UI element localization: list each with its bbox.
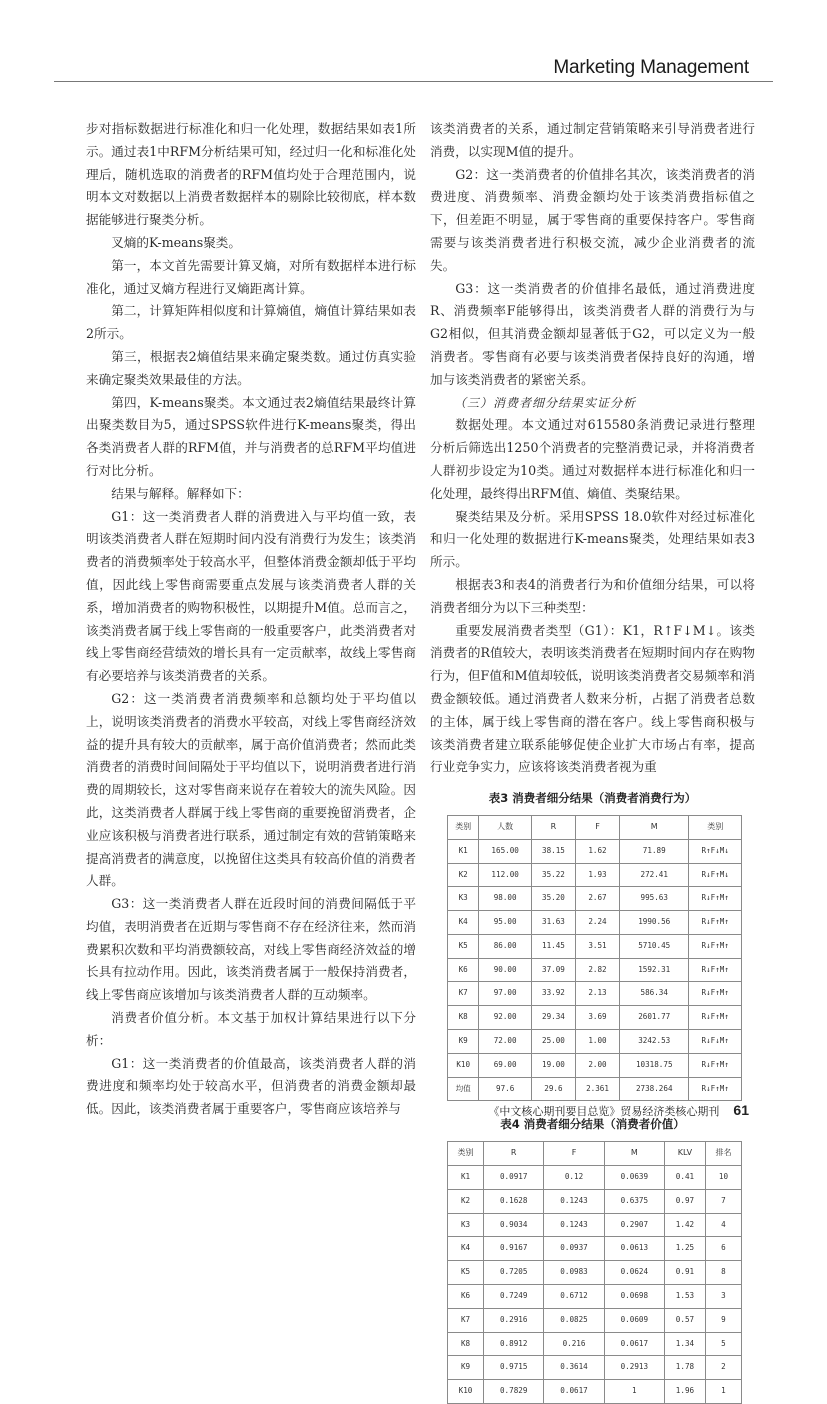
column-header: 类别 — [448, 1142, 484, 1166]
table-cell: 0.0609 — [604, 1308, 664, 1332]
table3 — [447, 815, 742, 1102]
table-cell: 0.7829 — [484, 1380, 544, 1404]
table-cell: 35.22 — [531, 863, 575, 887]
section-subheading: （三）消费者细分结果实证分析 — [454, 395, 637, 410]
table-row — [448, 1077, 742, 1101]
table-row — [448, 1053, 742, 1077]
table-cell: 3.69 — [575, 1006, 619, 1030]
table-cell: K2 — [448, 863, 479, 887]
table-cell: 0.12 — [544, 1166, 604, 1190]
table-cell: K9 — [448, 1356, 484, 1380]
table-cell: 1.62 — [575, 839, 619, 863]
table-cell: R↓F↑M↑ — [689, 982, 742, 1006]
table4-header-row — [448, 1142, 742, 1166]
table-cell: 均值 — [448, 1077, 479, 1101]
table3-caption: 表3 消费者细分结果（消费者消费行为） — [488, 791, 697, 806]
table-cell: 272.41 — [620, 863, 689, 887]
table-cell: R↓F↑M↑ — [689, 911, 742, 935]
paragraph: 根据表3和表4的消费者行为和价值细分结果，可以将消费者细分为以下三种类型： — [430, 576, 755, 615]
table-cell: K9 — [448, 1030, 479, 1054]
column-header: R — [531, 815, 575, 839]
table-cell: 3.51 — [575, 934, 619, 958]
table-cell: 0.0983 — [544, 1261, 604, 1285]
table-cell: 1 — [705, 1380, 741, 1404]
table-row — [448, 1308, 742, 1332]
table-cell: 98.00 — [479, 887, 532, 911]
paragraph: 叉熵的K-means聚类。 — [111, 234, 241, 250]
table-cell: K6 — [448, 958, 479, 982]
table-cell: 29.6 — [531, 1077, 575, 1101]
table-cell: 1.53 — [664, 1285, 705, 1309]
table-row — [448, 1356, 742, 1380]
table-cell: 0.0825 — [544, 1308, 604, 1332]
table-cell: 11.45 — [531, 934, 575, 958]
table-row — [448, 1237, 742, 1261]
paragraph: G3：这一类消费者的价值排名最低，通过消费进度R、消费频率F能够得出，该类消费者人群的消费行为与G2相似，但其消费金额却显著低于G2，可以定义为一般消费者。零售商有必要与该类消费者保持良好的沟通，增加与该类消费者的紧密关系。 — [430, 280, 755, 387]
paragraph: 消费者价值分析。本文基于加权计算结果进行以下分析： — [86, 1010, 416, 1048]
column-header: M — [604, 1142, 664, 1166]
table-cell: K6 — [448, 1285, 484, 1309]
table-cell: K3 — [448, 1213, 484, 1237]
column-header: R — [484, 1142, 544, 1166]
column-header: 排名 — [705, 1142, 741, 1166]
table-cell: 90.00 — [479, 958, 532, 982]
table-cell: K2 — [448, 1189, 484, 1213]
table-cell: 2.67 — [575, 887, 619, 911]
paragraph: 第三，根据表2熵值结果来确定聚类数。通过仿真实验来确定聚类效果最佳的方法。 — [86, 348, 416, 387]
table-cell: 5710.45 — [620, 934, 689, 958]
table-cell: 25.00 — [531, 1030, 575, 1054]
table-cell: 2.361 — [575, 1077, 619, 1101]
table-cell: 1592.31 — [620, 958, 689, 982]
table-cell: 0.2916 — [484, 1308, 544, 1332]
paragraph: 第四，K-means聚类。本文通过表2熵值结果最终计算出聚类数目为5，通过SPSS软件进行K-means聚类，得出各类消费者人群的RFM值，并与消费者的总RFM平均值进行对比分析。 — [86, 394, 416, 478]
paragraph: G1：这一类消费者人群的消费进入与平均值一致，表明该类消费者人群在短期时间内没有消费行为发生；该类消费者的消费频率处于较高水平，但整体消费金额却低于平均值，因此线上零售商需要重点发展与该类消费者人群的关系，增加消费者的购物积极性，以期提升M值。总而言之，该类消费者属于线上零售商的一般重要客户，此类消费者对线上零售商经营绩效的增长具有一定贡献率，故线上零售商有必要培养与该类消费者的关系。 — [86, 508, 416, 684]
table-cell: 0.3614 — [544, 1356, 604, 1380]
paragraph: G3：这一类消费者人群在近段时间的消费间隔低于平均值，表明消费者在近期与零售商不存在经济往来，然而消费累积次数和平均消费额较高，对线上零售商经济效益的增长具有拉动作用。因此，该类消费者属于一般保持消费者，线上零售商应该增加与该类消费者人群的互动频率。 — [86, 896, 416, 1003]
table-cell: 165.00 — [479, 839, 532, 863]
table-cell: 1.25 — [664, 1237, 705, 1261]
table-cell: 0.0617 — [544, 1380, 604, 1404]
table-cell: 0.57 — [664, 1308, 705, 1332]
table-cell: 10 — [705, 1166, 741, 1190]
page-footer — [488, 1102, 749, 1119]
table-cell: 3242.53 — [620, 1030, 689, 1054]
table-cell: K7 — [448, 982, 479, 1006]
table-cell: 72.00 — [479, 1030, 532, 1054]
table-cell: K7 — [448, 1308, 484, 1332]
paragraph: 步对指标数据进行标准化和归一化处理，数据结果如表1所示。通过表1中RFM分析结果可知，经过归一化和标准化处理后，随机选取的消费者的RFM值均处于合理范围内，说明本文对数据以上消费者数据样本的剔除比较彻底，样本数据能够进行聚类分析。 — [86, 121, 416, 228]
footer-journal: 《中文核心期刊要目总览》贸易经济类核心期刊 — [488, 1105, 720, 1118]
paragraph: G2：这一类消费者消费频率和总额均处于平均值以上，说明该类消费者的消费水平较高，对线上零售商经济效益的提升具有较大的贡献率，属于高价值消费者；然而此类消费者的消费时间间隔处于平均值以下，说明消费者进行消费的周期较长，这对零售商来说存在着较大的流失风险。因此，这类消费者人群属于线上零售商的重要挽留消费者，企业应该积极与消费者进行联系，通过制定有效的营销策略来提高消费者的满意度，以挽留住这类具有较高价值的消费者人群。 — [86, 690, 416, 889]
table-cell: R↓F↑M↑ — [689, 934, 742, 958]
table-cell: 6 — [705, 1237, 741, 1261]
table-cell: 0.2913 — [604, 1356, 664, 1380]
header-rule — [54, 81, 773, 82]
table-cell: 0.0937 — [544, 1237, 604, 1261]
table-cell: 69.00 — [479, 1053, 532, 1077]
table-cell: 71.89 — [620, 839, 689, 863]
table-cell: R↓F↓M↑ — [689, 1030, 742, 1054]
table-row — [448, 1006, 742, 1030]
right-column — [430, 118, 755, 1404]
table-cell: 1.96 — [664, 1380, 705, 1404]
table-cell: 1.42 — [664, 1213, 705, 1237]
table-cell: 31.63 — [531, 911, 575, 935]
table-cell: K8 — [448, 1332, 484, 1356]
table-cell: 95.00 — [479, 911, 532, 935]
table-cell: K4 — [448, 911, 479, 935]
table-cell: K5 — [448, 1261, 484, 1285]
table-cell: K10 — [448, 1053, 479, 1077]
table-cell: 5 — [705, 1332, 741, 1356]
table-cell: 0.216 — [544, 1332, 604, 1356]
table-cell: 0.7249 — [484, 1285, 544, 1309]
table-cell: 0.9715 — [484, 1356, 544, 1380]
table-cell: 2.13 — [575, 982, 619, 1006]
table-row — [448, 1261, 742, 1285]
paragraph: 第二，计算矩阵相似度和计算熵值，熵值计算结果如表2所示。 — [86, 303, 416, 342]
table-cell: 0.2907 — [604, 1213, 664, 1237]
table-row — [448, 887, 742, 911]
table-cell: R↓F↑M↑ — [689, 887, 742, 911]
table-row — [448, 911, 742, 935]
table-cell: 37.09 — [531, 958, 575, 982]
column-header: F — [575, 815, 619, 839]
table-cell: 0.1243 — [544, 1189, 604, 1213]
paragraph: G1：这一类消费者的价值最高，该类消费者人群的消费进度和频率均处于较高水平，但消费者的消费金额却最低。因此，该类消费者属于重要客户，零售商应该培养与 — [86, 1055, 416, 1117]
table-cell: 2601.77 — [620, 1006, 689, 1030]
table-row — [448, 1166, 742, 1190]
table-cell: 2738.264 — [620, 1077, 689, 1101]
table-cell: 0.0617 — [604, 1332, 664, 1356]
table-cell: 0.0917 — [484, 1166, 544, 1190]
table-cell: 1990.56 — [620, 911, 689, 935]
table4-caption: 表4 消费者细分结果（消费者价值） — [500, 1117, 685, 1132]
table-cell: 0.41 — [664, 1166, 705, 1190]
page-number: 61 — [733, 1102, 749, 1118]
table-row — [448, 958, 742, 982]
table-row — [448, 1380, 742, 1404]
table-cell: 19.00 — [531, 1053, 575, 1077]
table-cell: 2.24 — [575, 911, 619, 935]
table-cell: 1.93 — [575, 863, 619, 887]
table-cell: 97.00 — [479, 982, 532, 1006]
table-row — [448, 934, 742, 958]
table-cell: 0.97 — [664, 1189, 705, 1213]
paragraph: G2：这一类消费者的价值排名其次，该类消费者的消费进度、消费频率、消费金额均处于该类消费指标值之下，但差距不明显，属于零售商的重要保持客户。零售商需要与该类消费者进行积极交流，减少企业消费者的流失。 — [430, 166, 755, 273]
table-cell: 38.15 — [531, 839, 575, 863]
table-cell: 0.6712 — [544, 1285, 604, 1309]
table-row — [448, 1189, 742, 1213]
table-cell: 0.1243 — [544, 1213, 604, 1237]
paragraph: 结果与解释。解释如下： — [111, 485, 250, 501]
left-column — [86, 118, 416, 1121]
column-header: M — [620, 815, 689, 839]
table-cell: K3 — [448, 887, 479, 911]
table-cell: 33.92 — [531, 982, 575, 1006]
table-cell: K1 — [448, 1166, 484, 1190]
paragraph: 聚类结果及分析。采用SPSS 18.0软件对经过标准化和归一化处理的数据进行K-means聚类，处理结果如表3所示。 — [430, 508, 755, 570]
table-cell: 995.63 — [620, 887, 689, 911]
table-cell: 0.0624 — [604, 1261, 664, 1285]
running-header-title: Marketing Management — [553, 57, 749, 78]
table-cell: 29.34 — [531, 1006, 575, 1030]
table-cell: R↓F↑M↑ — [689, 958, 742, 982]
table-cell: R↓F↑M↑ — [689, 1053, 742, 1077]
table-cell: 112.00 — [479, 863, 532, 887]
table-row — [448, 982, 742, 1006]
paragraph: 数据处理。本文通过对615580条消费记录进行整理分析后筛选出1250个消费者的完整消费记录，并将消费者人群初步设定为10类。通过对数据样本进行标准化和归一化处理，最终得出RFM值、熵值、类聚结果。 — [430, 417, 755, 501]
table-cell: 0.7205 — [484, 1261, 544, 1285]
table-row — [448, 1030, 742, 1054]
table-cell: K4 — [448, 1237, 484, 1261]
right-column-paragraphs — [430, 118, 755, 779]
table-cell: 0.1628 — [484, 1189, 544, 1213]
table-cell: R↓F↑M↑ — [689, 1006, 742, 1030]
table-cell: 86.00 — [479, 934, 532, 958]
table-cell: 0.0639 — [604, 1166, 664, 1190]
table-cell: 9 — [705, 1308, 741, 1332]
table-cell: R↓F↑M↑ — [689, 1077, 742, 1101]
table-row — [448, 1213, 742, 1237]
table-row — [448, 839, 742, 863]
table-cell: 586.34 — [620, 982, 689, 1006]
table-cell: 2.00 — [575, 1053, 619, 1077]
table-cell: 1.00 — [575, 1030, 619, 1054]
column-header: 类别 — [689, 815, 742, 839]
table-cell: K1 — [448, 839, 479, 863]
table-cell: 0.0613 — [604, 1237, 664, 1261]
table3-header-row — [448, 815, 742, 839]
table-cell: 97.6 — [479, 1077, 532, 1101]
column-header: 人数 — [479, 815, 532, 839]
table-cell: K5 — [448, 934, 479, 958]
paragraph: 重要发展消费者类型（G1）：K1，R↑F↓M↓。该类消费者的R值较大，表明该类消费者在短期时间内存在购物行为，但F值和M值却较低，说明该类消费者交易频率和消费金额较低。通过消费者人数来分析，占据了消费者总数的主体，属于线上零售商的潜在客户。线上零售商积极与该类消费者建立联系能够促使企业扩大市场占有率，提高行业竞争实力，应该将该类消费者视为重 — [430, 622, 755, 775]
table-cell: 92.00 — [479, 1006, 532, 1030]
table-row — [448, 1285, 742, 1309]
table-cell: 8 — [705, 1261, 741, 1285]
column-header: 类别 — [448, 815, 479, 839]
table-cell: 10318.75 — [620, 1053, 689, 1077]
table-cell: 35.20 — [531, 887, 575, 911]
table-cell: K8 — [448, 1006, 479, 1030]
table-cell: R↑F↓M↓ — [689, 839, 742, 863]
table-cell: 0.91 — [664, 1261, 705, 1285]
table-cell: 3 — [705, 1285, 741, 1309]
paragraph: 第一，本文首先需要计算叉熵，对所有数据样本进行标准化，通过叉熵方程进行叉熵距离计算。 — [86, 257, 416, 296]
paragraph: 该类消费者的关系，通过制定营销策略来引导消费者进行消费，以实现M值的提升。 — [430, 121, 755, 159]
table-cell: 0.9167 — [484, 1237, 544, 1261]
column-header: KLV — [664, 1142, 705, 1166]
table4 — [447, 1141, 742, 1404]
table-cell: K10 — [448, 1380, 484, 1404]
table-cell: R↓F↑M↓ — [689, 863, 742, 887]
table-cell: 0.8912 — [484, 1332, 544, 1356]
table-cell: 0.6375 — [604, 1189, 664, 1213]
table-cell: 2.82 — [575, 958, 619, 982]
table-cell: 4 — [705, 1213, 741, 1237]
table-cell: 7 — [705, 1189, 741, 1213]
column-header: F — [544, 1142, 604, 1166]
table-row — [448, 863, 742, 887]
table-cell: 2 — [705, 1356, 741, 1380]
table-cell: 1 — [604, 1380, 664, 1404]
table-cell: 0.0698 — [604, 1285, 664, 1309]
table-cell: 1.78 — [664, 1356, 705, 1380]
table-cell: 0.9034 — [484, 1213, 544, 1237]
table-cell: 1.34 — [664, 1332, 705, 1356]
table-row — [448, 1332, 742, 1356]
